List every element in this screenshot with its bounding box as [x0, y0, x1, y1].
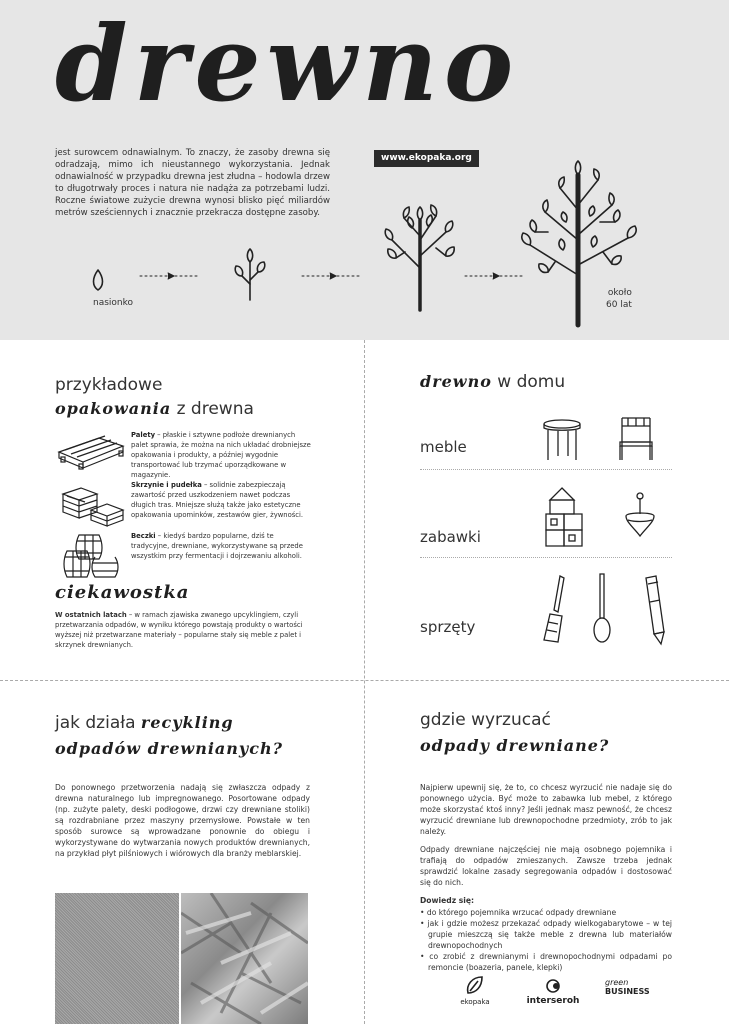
home-heading: drewno w domu [420, 372, 566, 392]
examples-heading: przykładowe opakowania z drewna [55, 375, 254, 419]
vertical-divider [364, 340, 365, 1024]
leaf-icon [464, 975, 486, 995]
ekopaka-logo: ekopaka [455, 975, 495, 1006]
disposal-heading: gdzie wyrzucać odpady drewniane? [420, 710, 610, 755]
home-row-toys: zabawki [420, 482, 672, 558]
particle-board-photo [181, 893, 308, 1024]
furniture-icon [542, 414, 672, 466]
website-link[interactable]: www.ekopaka.org [374, 150, 479, 167]
age-label: około 60 lat [606, 288, 632, 310]
pallet-icon [55, 430, 127, 478]
toys-icon [542, 484, 672, 554]
list-item: • jak i gdzie możesz przekazać odpady wielkogabarytowe – w tej grupie mieszczą się także meble z drewna lub materiałów drewnopochodnych [420, 919, 672, 950]
recycling-heading: jak działa recykling odpadów drewnianych? [55, 713, 283, 758]
interseroh-logo: interseroh [523, 979, 583, 1006]
package-item-pallet: Palety – płaskie i sztywne podłoże drewnianych palet sprawia, że można na nich układać drobniejsze opakowania i produkty, a później wygodnie transportować lub trzymać uporządkowane w magazynie. [55, 430, 315, 480]
green-business-logo: green BUSINESS [605, 978, 650, 996]
partner-logos [455, 975, 675, 1020]
list-item: • co zrobić z drewnianymi i drewnopochodnymi odpadami po remoncie (boazeria, panele, klepki) [420, 952, 672, 972]
page-title: drewno [55, 2, 520, 125]
horizontal-divider [0, 680, 729, 681]
seed-icon [94, 270, 103, 290]
sprout-icon [235, 249, 265, 300]
young-tree-icon [385, 205, 454, 310]
list-item: • do którego pojemnika wrzucać odpady drewniane [420, 908, 617, 917]
seed-label: nasionko [93, 298, 134, 308]
home-row-utensils: sprzęty [420, 568, 672, 648]
interseroh-mark-icon [544, 979, 562, 993]
barrel-icon [55, 531, 127, 579]
home-row-furniture: meble [420, 404, 672, 470]
wood-fiber-photo [55, 893, 179, 1024]
fact-text: W ostatnich latach – w ramach zjawiska zwanego upcyklingiem, czyli przetwarzania odpadów, w wyniku którego powstają produkty o wartości wyższej niż przetwarzane materiały – popularne stały się meble z palet i skrzynek drewnianych. [55, 611, 303, 649]
utensils-icon [538, 572, 672, 646]
fact-heading: ciekawostka [55, 582, 190, 603]
package-item-barrel: Beczki – kiedyś bardzo popularne, dziś te tradycyjne, drewniane, wykorzystywane są przede wszystkim przy fermentacji i dojrzewaniu alkoholi. [55, 531, 315, 581]
package-item-crate: Skrzynie i pudełka – solidnie zabezpieczają zawartość przed uszkodzeniem nawet podczas długich tras. Mniejsze służą także jako estetyczne opakowania upominków, zestawów gier, żywności. [55, 480, 315, 530]
recycling-text: Do ponownego przetworzenia nadają się zwłaszcza odpady z drewna naturalnego lub impregnowanego. Posortowane odpady (np. zużyte palety, deski podłogowe, drzwi czy drewniane stoliki) są rozdrabniane przez maszyny przemysłowe. Powstałe w ten sposób surowce są wprowadzane ponownie do obiegu i wykorzystywane do wytwarzania nowych produktów drewnianych, na przykład płyt pilśniowych i wiórowych dla branży meblarskiej. [55, 783, 310, 858]
intro-text: jest surowcem odnawialnym. To znaczy, że zasoby drewna się odradzają, mimo ich nieustannego wykorzystania. Jednak odnawialność w przypadku drewna jest złudna – hodowla drzew to długotrwały proces i natura nie nadąża za potrzebami ludzi. Roczne światowe zużycie drewna wynosi blisko pięć miliardów metrów sześciennych i znacznie przekracza dostępne zasoby. [55, 148, 330, 218]
crate-icon [55, 480, 127, 528]
disposal-text: Najpierw upewnij się, że to, co chcesz wyrzucić nie nadaje się do ponownego użycia. Być może to zabawka lub mebel, z którego może skorzystać ktoś inny? Jeśli jednak masz pewność, że chcesz wyrzucić drewniane lub drewnopochodne przedmioty, zrób to jak należy. Odpady drewniane najczęściej nie mają osobnego pojemnika i trafiają do odpadów zmieszanych. Zawsze trzeba jednak sprawdzić lokalne zasady segregowania odpadów i dostosować się do nich. Dowiedz się: • do którego pojemnika wrzucać odpady drewniane • jak i gdzie możesz przekazać odpady wielkogabarytowe – w tej grupie mieszczą się także meble z drewna lub materiałów drewnopochodnych • co zrobić z drewnianymi i drewnopochodnymi odpadami po remoncie (boazeria, panele, klepki) [420, 783, 672, 972]
